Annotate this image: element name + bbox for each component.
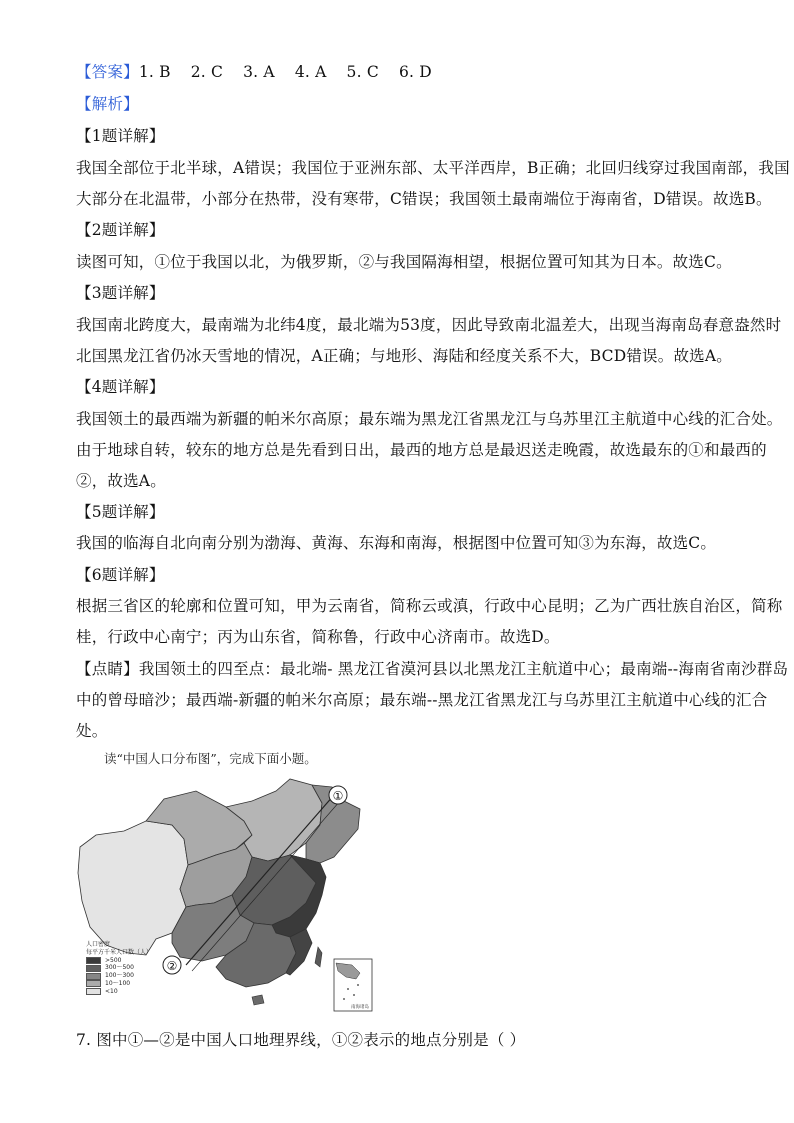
inset-label: 南海诸岛 <box>351 1005 369 1010</box>
section-text: 根据三省区的轮廓和位置可知，甲为云南省，简称云或滇，行政中心昆明；乙为广西壮族自治区，简称 <box>76 597 783 615</box>
section-heading: 【4题详解】 <box>76 378 165 396</box>
map-region-taiwan <box>315 947 322 967</box>
legend-swatch <box>86 988 101 995</box>
population-map <box>76 777 376 1017</box>
answer-item: 2. C <box>190 63 224 81</box>
legend-swatch <box>86 957 101 964</box>
section-heading: 【5题详解】 <box>76 503 165 521</box>
key-point-text: 我国领土的四至点：最北端- 黑龙江省漠河县以北黑龙江主航道中心；最南端--海南省南沙群岛 <box>138 660 789 678</box>
legend-item: <10 <box>86 988 176 996</box>
answer-item: 3. A <box>243 63 275 81</box>
legend-swatch <box>86 980 101 987</box>
section-text: ②，故选A。 <box>76 472 166 490</box>
answer-label: 【答案】 <box>76 63 139 81</box>
answer-item: 6. D <box>398 63 432 81</box>
map-region-hainan <box>252 995 264 1005</box>
section-text: 我国南北跨度大，最南端为北纬4度，最北端为53度，因此导致南北温差大，出现当海南岛春意盎然时 <box>76 316 782 334</box>
section-text: 我国的临海自北向南分别为渤海、黄海、东海和南海，根据图中位置可知③为东海，故选C。 <box>76 534 717 552</box>
marker-2-label: ② <box>166 959 178 973</box>
section-text: 大部分在北温带，小部分在热带，没有寒带，C错误；我国领土最南端位于海南省，D错误。故选B。 <box>76 190 772 208</box>
section-heading: 【3题详解】 <box>76 284 165 302</box>
legend-title: 人口密度 <box>86 941 111 948</box>
key-point-label: 【点睛】 <box>76 660 139 678</box>
legend-item: 300～500 <box>86 964 176 972</box>
legend-subtitle: 每平方千米人口数（人） <box>86 948 153 956</box>
map-region-west <box>78 821 188 955</box>
key-point-text: 中的曾母暗沙；最西端-新疆的帕米尔高原；最东端--黑龙江省黑龙江与乌苏里江主航道中心线的汇合 <box>76 691 768 709</box>
section-text: 北国黑龙江省仍冰天雪地的情况，A正确；与地形、海陆和经度关系不大，BCD错误。故选A。 <box>76 347 732 365</box>
section-heading: 【2题详解】 <box>76 221 165 239</box>
analysis-label: 【解析】 <box>76 95 139 113</box>
marker-1-label: ① <box>332 789 344 803</box>
answer-line <box>76 62 726 82</box>
section-heading: 【6题详解】 <box>76 566 165 584</box>
map-legend <box>86 941 176 996</box>
answer-item: 4. A <box>294 63 327 81</box>
section-text: 桂，行政中心南宁；丙为山东省，简称鲁，行政中心济南市。故选D。 <box>76 628 560 646</box>
map-caption: 读“中国人口分布图”，完成下面小题。 <box>104 751 317 766</box>
legend-item: 10～100 <box>86 980 176 988</box>
section-text: 我国领土的最西端为新疆的帕米尔高原；最东端为黑龙江省黑龙江与乌苏里江主航道中心线的汇合处。 <box>76 410 783 428</box>
key-point-line <box>76 659 789 679</box>
section-text: 读图可知，①位于我国以北，为俄罗斯，②与我国隔海相望，根据位置可知其为日本。故选C。 <box>76 253 732 271</box>
legend-swatch <box>86 965 101 972</box>
section-text: 我国全部位于北半球，A错误；我国位于亚洲东部、太平洋西岸，B正确；北回归线穿过我国南部，我国 <box>76 159 790 177</box>
answer-item: 1. B <box>138 63 171 81</box>
legend-item: 100～300 <box>86 972 176 980</box>
answer-items <box>139 63 452 81</box>
section-heading: 【1题详解】 <box>76 127 165 145</box>
question-7: 7. 图中①—②是中国人口地理界线，①②表示的地点分别是（ ） <box>76 1031 526 1049</box>
legend-item: >500 <box>86 957 176 965</box>
legend-swatch <box>86 973 101 980</box>
answer-item: 5. C <box>346 63 379 81</box>
key-point-text: 处。 <box>76 722 108 740</box>
section-text: 由于地球自转，较东的地方总是先看到日出，最西的地方总是最迟送走晚霞，故选最东的①和最西的 <box>76 441 767 459</box>
